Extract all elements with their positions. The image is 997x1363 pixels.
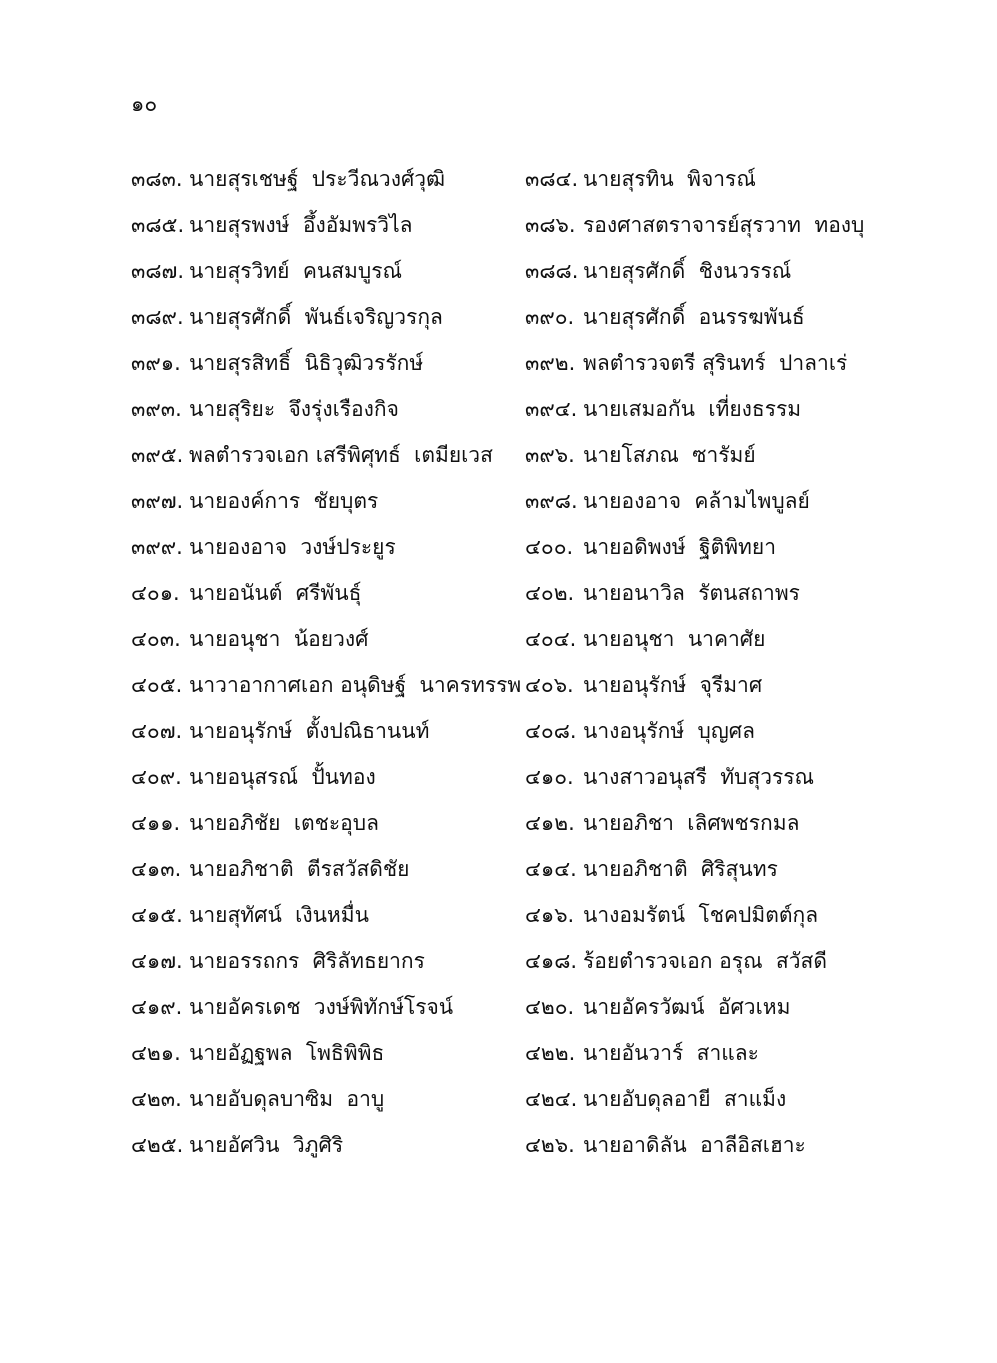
entry-name: นายสุรเชษฐ์ ประวีณวงศ์วุฒิ — [189, 167, 446, 191]
entry-number: ๔๒๒. — [525, 1041, 576, 1065]
list-item — [525, 395, 965, 423]
entry-name: นายอัศวิน วิภูศิริ — [189, 1133, 344, 1157]
entry-number: ๓๘๖. — [525, 213, 576, 237]
name-row — [131, 984, 971, 1030]
list-item — [525, 579, 965, 607]
entry-name: นายอดิพงษ์ ฐิติพิทยา — [583, 535, 776, 559]
list-item — [525, 165, 965, 193]
name-row — [131, 156, 971, 202]
list-item — [525, 257, 965, 285]
list-item — [131, 579, 525, 607]
name-row — [131, 294, 971, 340]
entry-name: นายอนุชา น้อยวงศ์ — [189, 627, 369, 651]
list-item — [525, 349, 965, 377]
name-row — [131, 938, 971, 984]
list-item — [131, 855, 525, 883]
entry-number: ๔๐๒. — [525, 581, 575, 605]
list-item — [131, 717, 525, 745]
list-item — [525, 1131, 965, 1159]
entry-name: นายอภิชา เลิศพชรกมล — [583, 811, 800, 835]
list-item — [525, 855, 965, 883]
entry-number: ๓๙๑. — [131, 351, 181, 375]
list-item — [525, 717, 965, 745]
list-item — [525, 441, 965, 469]
list-item — [131, 763, 525, 791]
list-item — [525, 809, 965, 837]
entry-number: ๔๑๗. — [131, 949, 183, 973]
entry-name: นายสุรสิทธิ์ นิธิวุฒิวรรักษ์ — [189, 351, 424, 375]
list-item — [131, 993, 525, 1021]
name-row — [131, 662, 971, 708]
entry-number: ๔๐๕. — [131, 673, 183, 697]
name-row — [131, 800, 971, 846]
entry-number: ๓๙๖. — [525, 443, 575, 467]
list-item — [525, 303, 965, 331]
entry-number: ๓๙๕. — [131, 443, 184, 467]
entry-number: ๓๘๘. — [525, 259, 579, 283]
entry-number: ๔๐๓. — [131, 627, 181, 651]
list-item — [525, 487, 965, 515]
entry-number: ๔๑๒. — [525, 811, 575, 835]
page-number: ๑๐ — [131, 92, 158, 116]
entry-name: นายอภิชัย เตชะอุบล — [189, 811, 379, 835]
entry-number: ๔๑๕. — [131, 903, 183, 927]
list-item — [131, 947, 525, 975]
entry-number: ๓๙๐. — [525, 305, 575, 329]
list-item — [131, 303, 525, 331]
entry-name: นายสุรศักดิ์ อนรรฆพันธ์ — [583, 305, 805, 329]
entry-name: นายอนาวิล รัตนสถาพร — [583, 581, 800, 605]
entry-number: ๔๑๑. — [131, 811, 181, 835]
list-item — [131, 165, 525, 193]
entry-number: ๓๘๙. — [131, 305, 184, 329]
entry-name: นายอับดุลบาซิม อาบู — [189, 1087, 385, 1111]
entry-number: ๔๐๑. — [131, 581, 180, 605]
entry-number: ๔๑๖. — [525, 903, 575, 927]
entry-number: ๓๘๗. — [131, 259, 185, 283]
name-row — [131, 754, 971, 800]
list-item — [131, 487, 525, 515]
entry-name: นายอนุสรณ์ ปั้นทอง — [189, 765, 376, 789]
list-item — [525, 1039, 965, 1067]
entry-number: ๔๐๖. — [525, 673, 574, 697]
entry-name: นายอนุรักษ์ จุรีมาศ — [583, 673, 763, 697]
list-item — [131, 1085, 525, 1113]
entry-name: นายอนันต์ ศรีพันธุ์ — [189, 581, 362, 605]
list-item — [525, 211, 965, 239]
entry-number: ๓๘๔. — [525, 167, 579, 191]
entry-name: นายอันวาร์ สาและ — [583, 1041, 759, 1065]
name-row — [131, 1076, 971, 1122]
list-item — [525, 901, 965, 929]
entry-number: ๓๙๘. — [525, 489, 578, 513]
entry-name: พลตำรวจตรี สุรินทร์ ปาลาเร่ — [583, 351, 848, 375]
entry-number: ๔๒๓. — [131, 1087, 182, 1111]
entry-name: นายองอาจ คล้ามไพบูลย์ — [583, 489, 810, 513]
entry-name: นายอัครวัฒน์ อัศวเหม — [583, 995, 791, 1019]
list-item — [131, 625, 525, 653]
entry-name: นายโสภณ ซารัมย์ — [583, 443, 756, 467]
list-item — [131, 211, 525, 239]
name-row — [131, 1122, 971, 1168]
entry-number: ๓๙๓. — [131, 397, 182, 421]
list-item — [131, 901, 525, 929]
entry-name: นายอับดุลอายี สาแม็ง — [583, 1087, 787, 1111]
name-row — [131, 386, 971, 432]
entry-number: ๔๑๐. — [525, 765, 574, 789]
entry-number: ๔๐๔. — [525, 627, 577, 651]
entry-name: นายอภิชาติ ตีรสวัสดิชัย — [189, 857, 410, 881]
entry-number: ๔๑๔. — [525, 857, 577, 881]
list-item — [131, 809, 525, 837]
name-row — [131, 616, 971, 662]
list-item — [525, 671, 965, 699]
entry-number: ๓๙๔. — [525, 397, 578, 421]
list-item — [525, 763, 965, 791]
entry-name: นายอรรถกร ศิริลัทธยากร — [189, 949, 425, 973]
list-item — [131, 671, 525, 699]
entry-name: นายองอาจ วงษ์ประยูร — [189, 535, 396, 559]
entry-number: ๔๒๕. — [131, 1133, 184, 1157]
name-row — [131, 478, 971, 524]
entry-name: นายอัครเดช วงษ์พิทักษ์โรจน์ — [189, 995, 454, 1019]
name-row — [131, 892, 971, 938]
list-item — [525, 533, 965, 561]
entry-number: ๔๒๔. — [525, 1087, 578, 1111]
entry-number: ๔๐๗. — [131, 719, 183, 743]
entry-name: นางสาวอนุสรี ทับสุวรรณ — [583, 765, 815, 789]
entry-number: ๔๐๐. — [525, 535, 574, 559]
entry-number: ๓๘๓. — [131, 167, 183, 191]
entry-number: ๔๑๘. — [525, 949, 578, 973]
entry-name: รองศาสตราจารย์สุรวาท ทองบุ — [583, 213, 865, 237]
list-item — [131, 1131, 525, 1159]
entry-name: นายองค์การ ชัยบุตร — [189, 489, 379, 513]
entry-name: นายสุรวิทย์ คนสมบูรณ์ — [189, 259, 402, 283]
entry-name: นายอนุชา นาคาศัย — [583, 627, 766, 651]
list-item — [131, 395, 525, 423]
list-item — [525, 1085, 965, 1113]
entry-name: ร้อยตำรวจเอก อรุณ สวัสดี — [583, 949, 827, 973]
entry-name: พลตำรวจเอก เสรีพิศุทธ์ เตมียเวส — [189, 443, 493, 467]
name-row — [131, 524, 971, 570]
entry-number: ๔๒๑. — [131, 1041, 181, 1065]
entry-name: นายอภิชาติ ศิริสุนทร — [583, 857, 778, 881]
entry-name: นายอัฏฐพล โพธิพิพิธ — [189, 1041, 385, 1065]
entry-name: นายสุริยะ จึงรุ่งเรืองกิจ — [189, 397, 399, 421]
entry-name: นายสุทัศน์ เงินหมื่น — [189, 903, 369, 927]
entry-number: ๔๐๙. — [131, 765, 182, 789]
name-row — [131, 202, 971, 248]
name-row — [131, 432, 971, 478]
list-item — [131, 257, 525, 285]
name-row — [131, 248, 971, 294]
entry-name: นายสุรพงษ์ อึ้งอัมพรวิไล — [189, 213, 413, 237]
name-row — [131, 1030, 971, 1076]
entry-number: ๔๑๙. — [131, 995, 183, 1019]
entry-number: ๔๒๖. — [525, 1133, 575, 1157]
list-item — [131, 1039, 525, 1067]
list-item — [525, 625, 965, 653]
entry-name: นายสุรศักดิ์ ชิงนวรรณ์ — [583, 259, 792, 283]
names-list — [131, 156, 971, 1168]
name-row — [131, 340, 971, 386]
entry-name: นาวาอากาศเอก อนุดิษฐ์ นาครทรรพ — [189, 673, 522, 697]
entry-name: นายอาดิลัน อาลีอิสเฮาะ — [583, 1133, 806, 1157]
list-item — [131, 533, 525, 561]
list-item — [131, 441, 525, 469]
list-item — [131, 349, 525, 377]
entry-number: ๔๑๓. — [131, 857, 182, 881]
name-row — [131, 846, 971, 892]
entry-name: นายเสมอกัน เที่ยงธรรม — [583, 397, 802, 421]
list-item — [525, 947, 965, 975]
entry-number: ๔๒๐. — [525, 995, 575, 1019]
entry-name: นางอมรัตน์ โชคปมิตต์กุล — [583, 903, 819, 927]
entry-name: นายอนุรักษ์ ตั้งปณิธานนท์ — [189, 719, 430, 743]
entry-name: นายสุรศักดิ์ พันธ์เจริญวรกุล — [189, 305, 443, 329]
list-item — [525, 993, 965, 1021]
entry-name: นางอนุรักษ์ บุญศล — [583, 719, 755, 743]
entry-number: ๓๙๙. — [131, 535, 183, 559]
entry-name: นายสุรทิน พิจารณ์ — [583, 167, 756, 191]
name-row — [131, 570, 971, 616]
entry-number: ๓๙๒. — [525, 351, 576, 375]
name-row — [131, 708, 971, 754]
entry-number: ๔๐๘. — [525, 719, 577, 743]
entry-number: ๓๙๗. — [131, 489, 184, 513]
entry-number: ๓๘๕. — [131, 213, 185, 237]
